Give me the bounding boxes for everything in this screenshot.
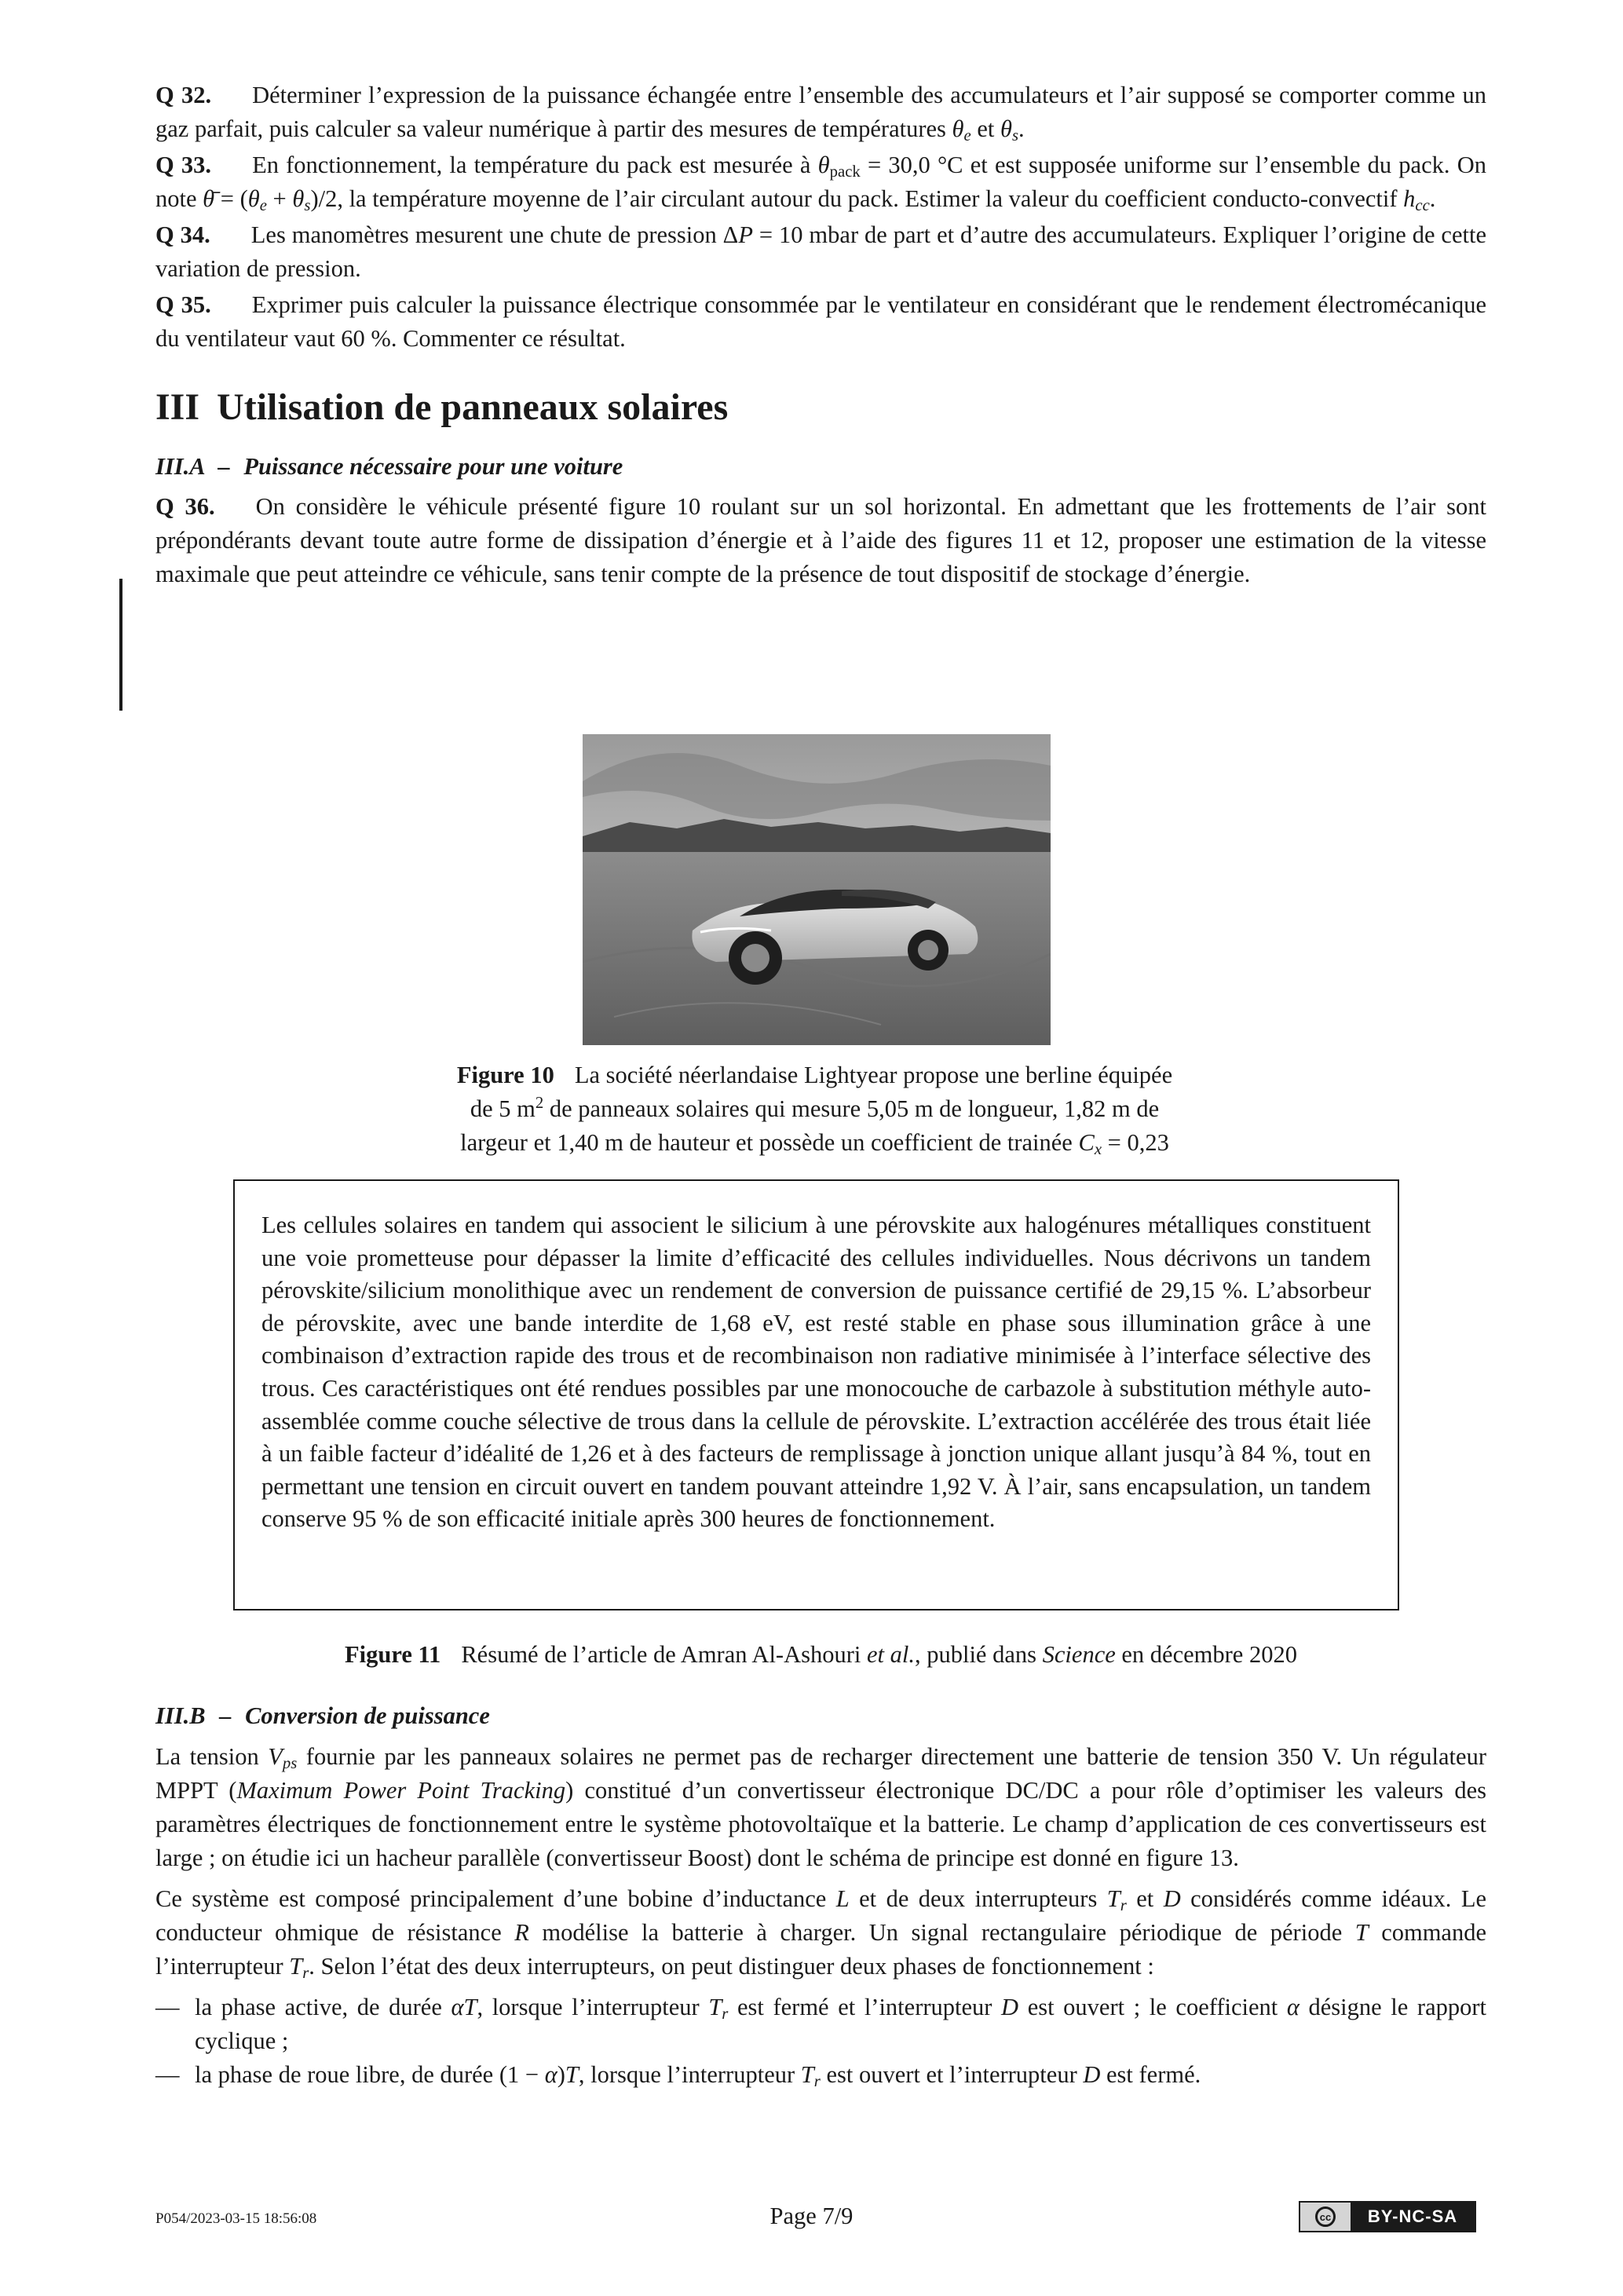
figure-11-abstract-box — [233, 1179, 1399, 1610]
caption-pre: Résumé de l’article de Amran Al-Ashouri — [461, 1641, 861, 1668]
license-text: BY-NC-SA — [1367, 2206, 1458, 2226]
figure-10-caption — [338, 1058, 1292, 1160]
question-text: Exprimer puis calculer la puissance électrique consommée par le ventilateur en considérant que le rendement électromécanique du ventilateur vaut 60 %. Commenter ce résultat. — [155, 291, 1486, 352]
paragraph-2: Ce système est composé principalement d’une bobine d’inductance L et de deux interrupteurs $T_r$ et D considérés comme idéaux. Le conducteur ohmique de résistance R modélise la batterie à charger. Un signal rectangulaire périodique de période T commande l’interrupteur $T_r$. Selon l’état des deux interrupteurs, on peut distinguer deux phases de fonctionnement : — [155, 1885, 1487, 1983]
change-bar — [119, 579, 122, 711]
figure-label: Figure 10 — [456, 1062, 554, 1088]
paragraph-1: La tension $V_{ps}$ fournie par les panneaux solaires ne permet pas de recharger directement une batterie de tension 350 V. Un régulateur MPPT (Maximum Power Point Tracking) constitué d’un convertisseur électronique DC/DC a pour rôle d’optimiser les valeurs des paramètres électriques de fonctionnement entre le système photovoltaïque et la batterie. Le champ d’application de ces convertisseurs est large ; on étudie ici un hacheur parallèle (convertisseur Boost) dont le schéma de principe est donné en figure 13. — [155, 1743, 1486, 1871]
question-32 — [155, 79, 1486, 146]
subsection-label: III.A — [155, 453, 204, 480]
list-dash: — — [155, 1994, 180, 2020]
footer-document-id: P054/2023-03-15 18:56:08 — [155, 2210, 317, 2227]
footer-page-number: Page 7/9 — [769, 2203, 854, 2229]
car-photo-image — [583, 734, 1051, 1045]
section-number: III — [155, 386, 200, 428]
abstract-text: Les cellules solaires en tandem qui associent le silicium à une pérovskite aux halogénures métalliques constituent une voie prometteuse pour dépasser la limite d’efficacité des cellules individuelles. Nous décrivons un tandem pérovskite/silicium monolithique avec un rendement de conversion de puissance certifié de 29,15 %. L’absorbeur de pérovskite, avec une bande interdite de 1,68 eV, est resté stable en phase sous illumination grâce à une combinaison d’extraction rapide des trous et de recombinaison non radiative minimisée à l’interface sélective des trous. Ces caractéristiques ont été rendues possibles par une monocouche de carbazole à substitution méthyle auto-assemblée comme couche sélective de trous dans la cellule de pérovskite. L’extraction accélérée des trous était liée à un faible facteur d’idéalité de 1,26 et à des facteurs de remplissage à jonction unique allant jusqu’à 84 %, tout en permettant une tension en circuit ouvert en tandem pouvant atteindre 1,92 V. À l’air, sans encapsulation, un tandem conserve 95 % de son efficacité initiale après 300 heures de fonctionnement. — [261, 1212, 1371, 1533]
caption-etal: et al. — [866, 1641, 915, 1668]
list-item — [155, 1991, 1486, 2058]
figure-label: Figure 11 — [345, 1641, 441, 1668]
subsection-separator: – — [219, 1702, 232, 1729]
section-title-text: Utilisation de panneaux solaires — [217, 386, 729, 428]
caption-post: en décembre 2020 — [1121, 1641, 1297, 1668]
subsection-title-text: Conversion de puissance — [245, 1702, 490, 1729]
subsection-label: III.B — [155, 1702, 206, 1729]
figure-10-photo — [583, 734, 1051, 1045]
list-item-text: la phase active, de durée αT, lorsque l’interrupteur $T_r$ est fermé et l’interrupteur D est ouvert ; le coefficient α désigne le rapport cyclique ; — [195, 1994, 1486, 2054]
part-b — [155, 1699, 1486, 2092]
question-number: Q 33. — [155, 152, 212, 178]
question-33 — [155, 148, 1486, 216]
list-item-text: la phase de roue libre, de durée (1 − α)T, lorsque l’interrupteur $T_r$ est ouvert et l’interrupteur D est fermé. — [195, 2061, 1201, 2091]
section-title — [155, 386, 1486, 430]
question-36 — [155, 490, 1486, 591]
page-body — [155, 79, 1486, 594]
subsection-a-title — [155, 450, 1486, 484]
figure-11-caption — [155, 1638, 1486, 1672]
question-number: Q 32. — [155, 82, 212, 108]
question-text: On considère le véhicule présenté figure 10 roulant sur un sol horizontal. En admettant que les frottements de l’air sont prépondérants devant toute autre forme de dissipation d’énergie et à l’aide des figures 11 et 12, proposer une estimation de la vitesse maximale que peut atteindre ce véhicule, sans tenir compte de la présence de tout dispositif de stockage d’énergie. — [155, 493, 1486, 587]
question-35 — [155, 288, 1486, 356]
subsection-separator: – — [217, 453, 230, 480]
question-text: Déterminer l’expression de la puissance échangée entre l’ensemble des accumulateurs et l’air supposé se comporter comme un gaz parfait, puis calculer sa valeur numérique à partir des mesures de températures $\theta_e$ et $\theta_s$. — [155, 82, 1486, 145]
cc-logo-icon: cc — [1300, 2203, 1351, 2231]
subsection-b-title — [155, 1699, 1486, 1733]
question-number: Q 35. — [155, 291, 211, 318]
caption-journal: Science — [1042, 1641, 1116, 1668]
question-34 — [155, 218, 1486, 286]
figure-caption-text: La société néerlandaise Lightyear propose une berline équipée de 5 $m^2$ de panneaux solaires qui mesure 5,05 m de longueur, 1,82 m de largeur et 1,40 m de hauteur et possède un coefficient de trainée $C_x = 0,23$ — [460, 1062, 1173, 1159]
subsection-title-text: Puissance nécessaire pour une voiture — [243, 453, 623, 480]
question-number: Q 34. — [155, 221, 210, 248]
list-dash: — — [155, 2061, 180, 2088]
list-item — [155, 2058, 1486, 2092]
caption-mid: , publié dans — [914, 1641, 1037, 1668]
question-text: En fonctionnement, la température du pack est mesurée à $\theta_{pack} = 30,0$ °C et est supposée uniforme sur l’ensemble du pack. On note θ̄ = $(\theta_e + \theta_s)/2$, la température moyenne de l’air circulant autour du pack. Estimer la valeur du coefficient conducto-convectif $h_{cc}$. — [155, 152, 1486, 215]
cc-license-badge — [1299, 2201, 1476, 2232]
question-number: Q 36. — [155, 493, 215, 520]
question-text: Les manomètres mesurent une chute de pression ΔP = 10 mbar de part et d’autre des accumulateurs. Expliquer l’origine de cette variation de pression. — [155, 221, 1486, 282]
